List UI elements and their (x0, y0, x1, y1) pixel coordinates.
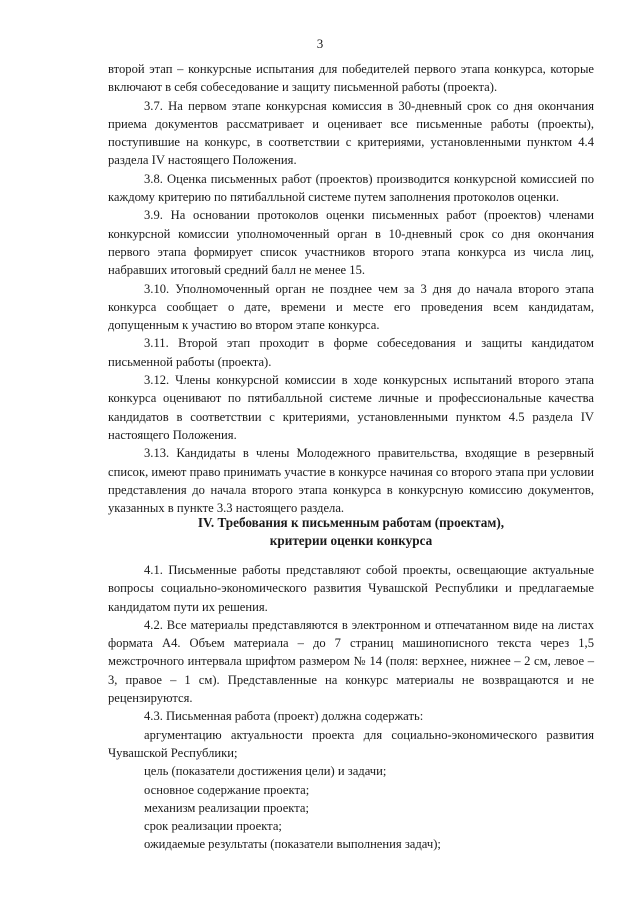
list-item: механизм реализации проекта; (144, 800, 309, 815)
section-4-body (108, 561, 594, 854)
list-item: ожидаемые результаты (показатели выполнения задач); (144, 837, 441, 852)
paragraph-3-11: 3.11. Второй этап проходит в форме собеседования и защиты кандидатом письменной работы (проекта). (108, 336, 594, 369)
section-4-heading-line-1: IV. Требования к письменным работам (проектам), (197, 515, 505, 530)
paragraph-3-12: 3.12. Члены конкурсной комиссии в ходе конкурсных испытаний второго этапа конкурса оценивают по пятибалльной системе личные и профессиональные качества кандидатов в соответствии с критериями, установленными пунктом 4.5 раздела IV настоящего Положения. (108, 373, 594, 442)
paragraph-3-7: 3.7. На первом этапе конкурсная комиссия в 30-дневный срок со дня окончания приема документов рассматривает и оценивает все письменные работы (проекты), поступившие на конкурс, в соответствии с критериями, установленными пунктом 4.4 раздела IV настоящего Положения. (108, 98, 594, 168)
section-4-heading-line-2: критерии оценки конкурса (269, 533, 433, 548)
list-item: цель (показатели достижения цели) и задачи; (144, 764, 387, 779)
list-item: аргументацию актуальности проекта для социально-экономического развития Чувашской Республики; (108, 727, 594, 760)
paragraph-3-10: 3.10. Уполномоченный орган не позднее чем за 3 дня до начала второго этапа конкурса сообщает о дате, времени и месте его проведения всем кандидатам, допущенным к участию во втором этапе конкурса. (108, 281, 594, 333)
paragraph-4-3: 4.3. Письменная работа (проект) должна содержать: (144, 709, 424, 724)
paragraph-4-2: 4.2. Все материалы представляются в электронном и отпечатанном виде на листах формата А4. Объем материала – до 7 страниц машинописного текста через 1,5 межстрочного интервала шрифтом размером № 14 (поля: верхнее, нижнее – 2 см, левое – 3, правое – 1 см). Представленные на конкурс материалы не возвращаются и не рецензируются. (108, 617, 594, 706)
paragraph-3-9: 3.9. На основании протоколов оценки письменных работ (проектов) членами конкурсной комиссии уполномоченный орган в 10-дневный срок со дня окончания первого этапа формирует список участников второго этапа конкурса из числа лиц, набравших итоговый средний балл не менее 15. (108, 208, 594, 278)
paragraph-stage-two: второй этап – конкурсные испытания для победителей первого этапа конкурса, которые включают в себя собеседование и защиту письменной работы (проекта). (108, 62, 594, 95)
paragraph-3-8: 3.8. Оценка письменных работ (проектов) производится конкурсной комиссией по каждому критерию по пятибалльной системе путем заполнения протоколов оценки. (108, 171, 594, 205)
list-item: срок реализации проекта; (144, 819, 282, 834)
list-item: основное содержание проекта; (144, 782, 310, 797)
section-4-heading (108, 514, 594, 550)
section-3-continuation (108, 60, 594, 517)
paragraph-4-1: 4.1. Письменные работы представляют собой проекты, освещающие актуальные вопросы социально-экономического развития Чувашской Республики и предлагаемые кандидатом пути их решения. (108, 563, 594, 614)
paragraph-3-13: 3.13. Кандидаты в члены Молодежного правительства, входящие в резервный список, имеют право принимать участие в конкурсе начиная со второго этапа при условии представления до начала второго этапа конкурса в конкурсную комиссию документов, указанных в пункте 3.3 настоящего раздела. (108, 446, 594, 516)
page-number: 3 (316, 36, 324, 51)
